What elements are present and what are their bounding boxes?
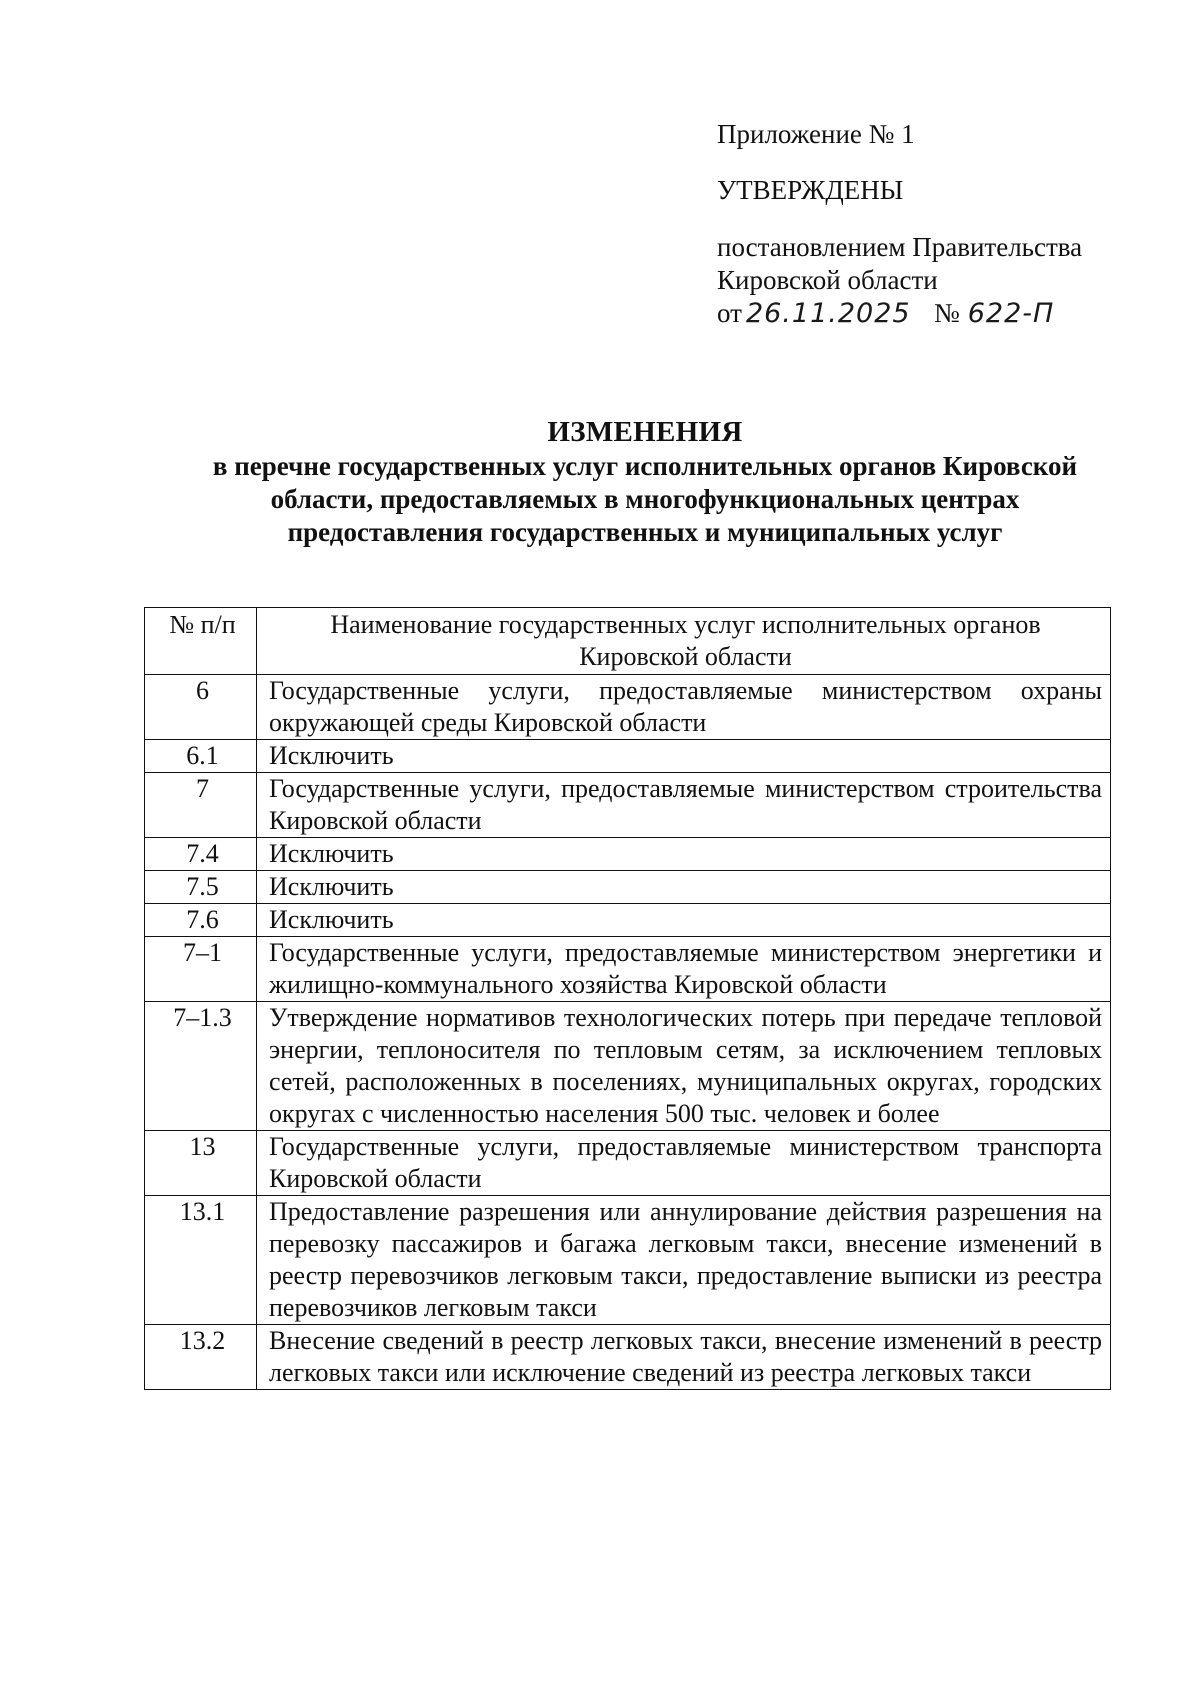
resolution-line-1: постановлением Правительства: [717, 232, 1083, 262]
row-service-name: Утверждение нормативов технологических потерь при передаче тепловой энергии, теплоносителя по тепловым сетям, за исключением тепловых сетей, расположенных в поселениях, муниципальных округах, городских округах с численностью населения 500 тыс. человек и более: [257, 1002, 1111, 1131]
handwritten-number: 622-П: [967, 298, 1055, 329]
table-row: [145, 1002, 1111, 1131]
row-number: 6: [145, 675, 257, 740]
table-header-row: [145, 608, 1111, 675]
title-line-1: в перечне государственных услуг исполнительных органов Кировской: [212, 451, 1078, 481]
row-number: 13: [145, 1131, 257, 1196]
header-name: Наименование государственных услуг исполнительных органов Кировской области: [257, 608, 1111, 675]
row-number: 7: [145, 773, 257, 838]
header-num: № п/п: [145, 608, 257, 675]
row-service-name: Государственные услуги, предоставляемые министерством транспорта Кировской области: [257, 1131, 1111, 1196]
table-row: [145, 1325, 1111, 1390]
document-title: [140, 414, 1150, 549]
resolution-date-number: [717, 297, 1137, 330]
row-number: 6.1: [145, 740, 257, 773]
table-row: [145, 871, 1111, 904]
row-service-name: Исключить: [257, 740, 1111, 773]
approval-block: [717, 118, 1137, 330]
table-row: [145, 740, 1111, 773]
services-table: [144, 607, 1111, 1390]
approved-label: УТВЕРЖДЕНЫ: [717, 175, 904, 205]
resolution-line-2: Кировской области: [717, 265, 938, 295]
row-service-name: Исключить: [257, 904, 1111, 937]
services-table-wrapper: [144, 607, 1110, 1390]
number-prefix: №: [933, 298, 960, 328]
row-number: 7.5: [145, 871, 257, 904]
row-service-name: Государственные услуги, предоставляемые министерством строительства Кировской области: [257, 773, 1111, 838]
title-line-2: области, предоставляемых в многофункциональных центрах: [270, 484, 1020, 514]
table-row: [145, 1196, 1111, 1325]
row-service-name: Внесение сведений в реестр легковых такси, внесение изменений в реестр легковых такси или исключение сведений из реестра легковых такси: [257, 1325, 1111, 1390]
row-service-name: Исключить: [257, 871, 1111, 904]
table-row: [145, 838, 1111, 871]
date-prefix: от: [717, 298, 742, 328]
table-row: [145, 773, 1111, 838]
row-number: 7–1.3: [145, 1002, 257, 1131]
row-number: 13.1: [145, 1196, 257, 1325]
row-number: 13.2: [145, 1325, 257, 1390]
table-row: [145, 904, 1111, 937]
row-number: 7–1: [145, 937, 257, 1002]
row-service-name: Предоставление разрешения или аннулирование действия разрешения на перевозку пассажиров и багажа легковым такси, внесение изменений в реестр перевозчиков легковым такси, предоставление выписки из реестра перевозчиков легковым такси: [257, 1196, 1111, 1325]
appendix-label: Приложение № 1: [717, 119, 915, 149]
handwritten-date: 26.11.2025: [745, 298, 911, 329]
row-service-name: Исключить: [257, 838, 1111, 871]
row-number: 7.4: [145, 838, 257, 871]
table-row: [145, 1131, 1111, 1196]
title-line-3: предоставления государственных и муниципальных услуг: [287, 517, 1003, 547]
row-number: 7.6: [145, 904, 257, 937]
title-main: ИЗМЕНЕНИЯ: [547, 416, 743, 448]
table-row: [145, 675, 1111, 740]
table-row: [145, 937, 1111, 1002]
row-service-name: Государственные услуги, предоставляемые министерством энергетики и жилищно-коммунального хозяйства Кировской области: [257, 937, 1111, 1002]
table-body: [145, 675, 1111, 1390]
row-service-name: Государственные услуги, предоставляемые министерством охраны окружающей среды Кировской области: [257, 675, 1111, 740]
